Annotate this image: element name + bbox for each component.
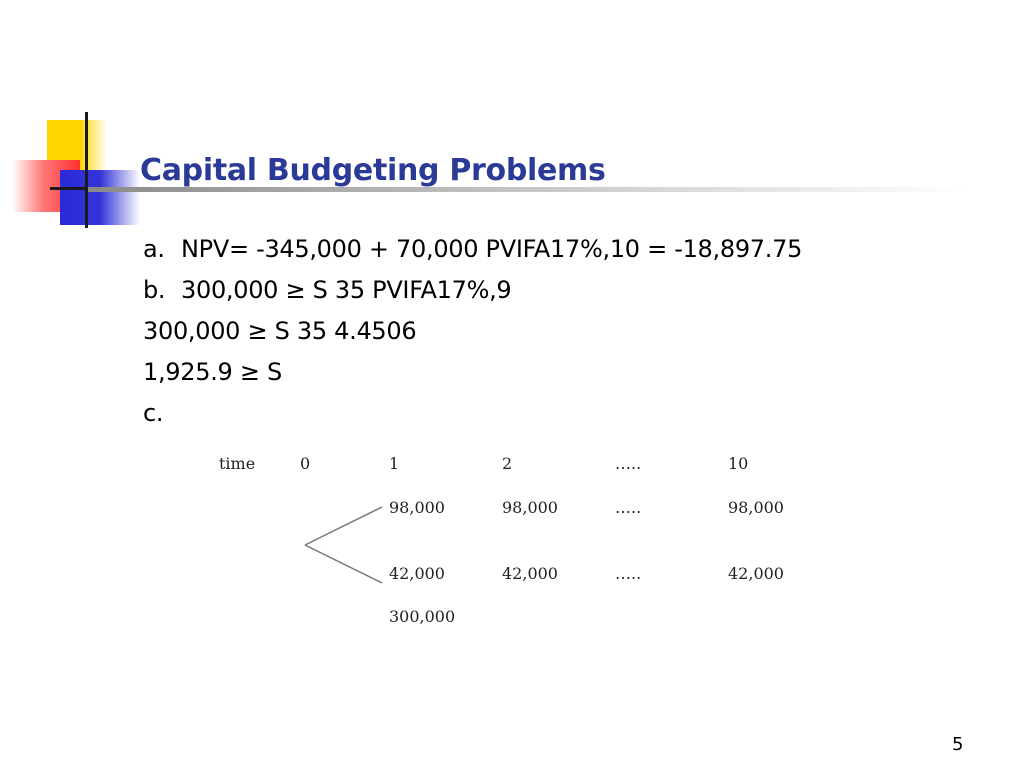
lower-flow-1: 42,000 <box>389 564 445 583</box>
lower-branch-line <box>305 545 382 583</box>
line-text: NPV= -345,000 + 70,000 PVIFA17%,10 = -18,897.75 <box>181 235 803 263</box>
upper-flow-1: 98,000 <box>389 498 445 517</box>
lower-flow-2: 42,000 <box>502 564 558 583</box>
upper-flow-2: 98,000 <box>502 498 558 517</box>
line-text: 300,000 ≥ S 35 4.4506 <box>143 317 417 345</box>
timeline-header-ellipsis: ….. <box>615 454 642 473</box>
timeline-header-1: 1 <box>389 454 400 473</box>
line-b-step3 <box>143 358 282 386</box>
upper-flow-10: 98,000 <box>728 498 784 517</box>
line-text: 1,925.9 ≥ S <box>143 358 282 386</box>
decision-branch-lines <box>300 505 390 585</box>
line-label: c. <box>143 399 164 427</box>
line-b <box>143 276 511 304</box>
line-c <box>143 399 163 427</box>
line-text: 300,000 ≥ S 35 PVIFA17%,9 <box>181 276 512 304</box>
page-number: 5 <box>952 734 964 755</box>
timeline-header-10: 10 <box>728 454 749 473</box>
timeline-header-2: 2 <box>502 454 513 473</box>
slide-title: Capital Budgeting Problems <box>140 153 606 188</box>
bottom-flow: 300,000 <box>389 607 456 626</box>
upper-branch-line <box>305 507 382 545</box>
timeline-header-0: 0 <box>300 454 311 473</box>
lower-flow-10: 42,000 <box>728 564 784 583</box>
upper-flow-ellipsis: ….. <box>615 498 642 517</box>
line-a <box>143 235 802 263</box>
lower-flow-ellipsis: ….. <box>615 564 642 583</box>
timeline-header-time: time <box>219 454 256 473</box>
decor-blue-square <box>60 170 140 225</box>
decor-vertical-line <box>85 112 88 228</box>
line-b-step2 <box>143 317 416 345</box>
line-label: a. <box>143 235 165 263</box>
line-label: b. <box>143 276 166 304</box>
